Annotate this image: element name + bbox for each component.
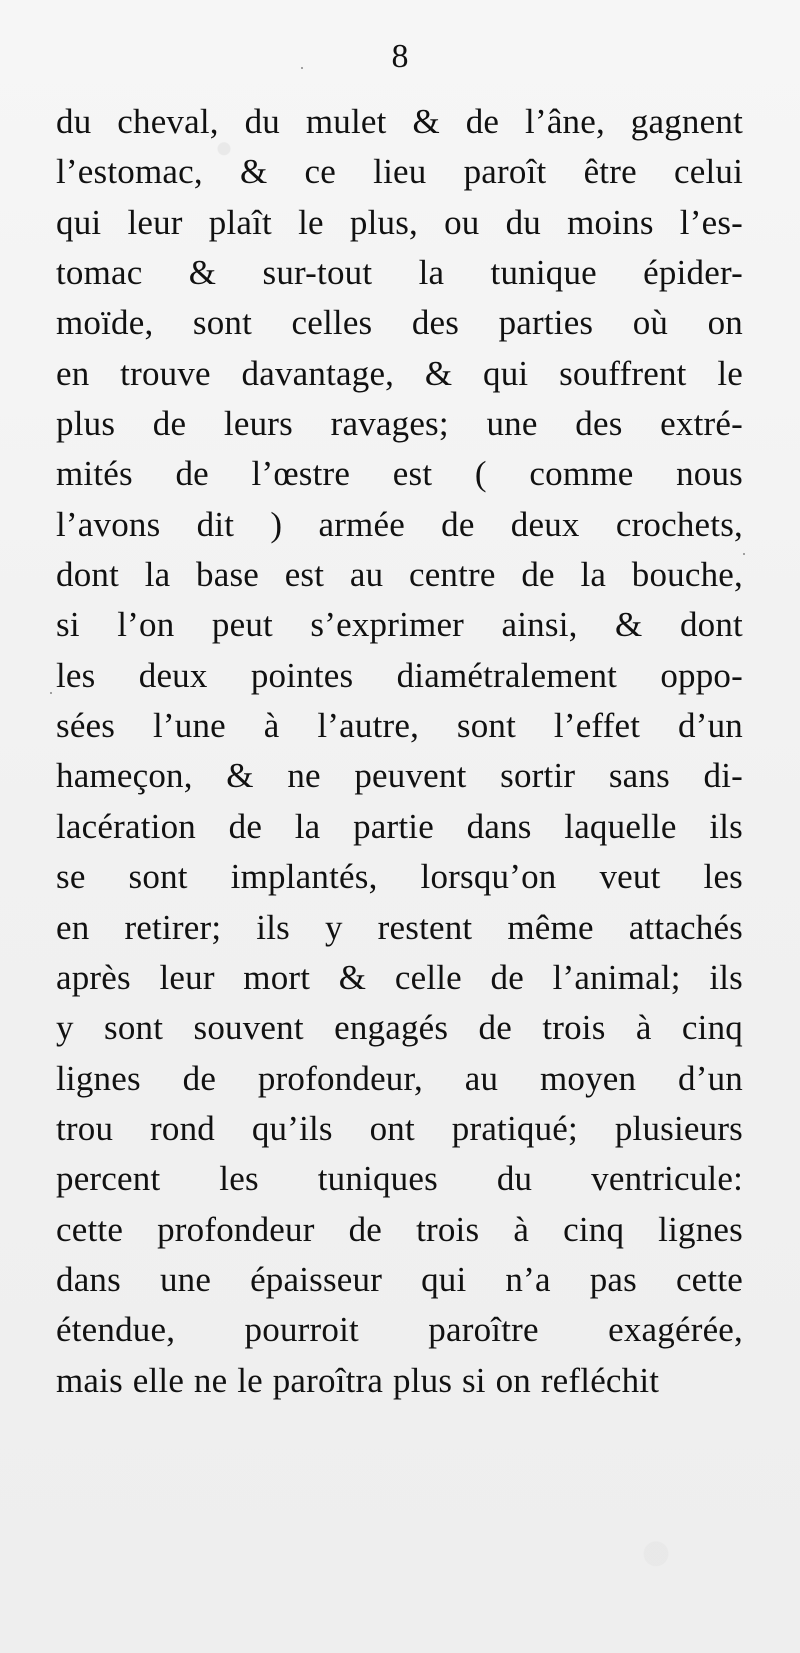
text-line-24: dans une épaisseur qui n’a pas cette bbox=[56, 1259, 743, 1299]
text-line-16: se sont implantés, lorsqu’on veut les bbox=[56, 857, 743, 897]
text-line-9: l’avons dit ) armée de deux crochets, bbox=[56, 504, 743, 544]
text-line-11: si l’on peut s’exprimer ainsi, & dont bbox=[56, 605, 743, 645]
text-line-3: qui leur plaît le plus, ou du moins l’es- bbox=[56, 202, 743, 242]
text-line-2: l’estomac, & ce lieu paroît être celui bbox=[56, 152, 743, 192]
text-line-8: mités de l’œstre est ( comme nous bbox=[56, 454, 743, 494]
text-line-21: trou rond qu’ils ont pratiqué; plusieurs bbox=[56, 1108, 743, 1148]
text-line-19: y sont souvent engagés de trois à cinq bbox=[56, 1008, 743, 1048]
text-line-14: hameçon, & ne peuvent sortir sans di- bbox=[56, 756, 743, 796]
text-line-18: après leur mort & celle de l’animal; ils bbox=[56, 957, 743, 997]
page-number: 8 bbox=[391, 38, 409, 75]
text-line-4: tomac & sur-tout la tunique épider- bbox=[56, 253, 743, 293]
text-line-13: sées l’une à l’autre, sont l’effet d’un bbox=[56, 706, 743, 746]
text-line-22: percent les tuniques du ventricule: bbox=[56, 1159, 743, 1199]
text-line-17: en retirer; ils y restent même attachés bbox=[56, 907, 743, 947]
text-line-12: les deux pointes diamétralement oppo- bbox=[56, 655, 743, 695]
text-line-25: étendue, pourroit paroître exagérée, bbox=[56, 1310, 743, 1350]
body-text bbox=[56, 97, 743, 1406]
text-line-5: moïde, sont celles des parties où on bbox=[56, 303, 743, 343]
text-line-10: dont la base est au centre de la bouche, bbox=[56, 555, 743, 595]
paper-speck bbox=[301, 67, 303, 69]
paper-speck bbox=[50, 692, 52, 694]
text-line-20: lignes de profondeur, au moyen d’un bbox=[56, 1058, 743, 1098]
text-line-7: plus de leurs ravages; une des extré- bbox=[56, 404, 743, 444]
text-line-1: du cheval, du mulet & de l’âne, gagnent bbox=[56, 102, 743, 141]
text-line-6: en trouve davantage, & qui souffrent le bbox=[56, 353, 743, 393]
text-line-23: cette profondeur de trois à cinq lignes bbox=[56, 1209, 743, 1249]
text-line-26: mais elle ne le paroîtra plus si on refléchit bbox=[56, 1360, 660, 1400]
paper-speck bbox=[743, 553, 745, 555]
text-line-15: lacération de la partie dans laquelle ils bbox=[56, 806, 743, 846]
